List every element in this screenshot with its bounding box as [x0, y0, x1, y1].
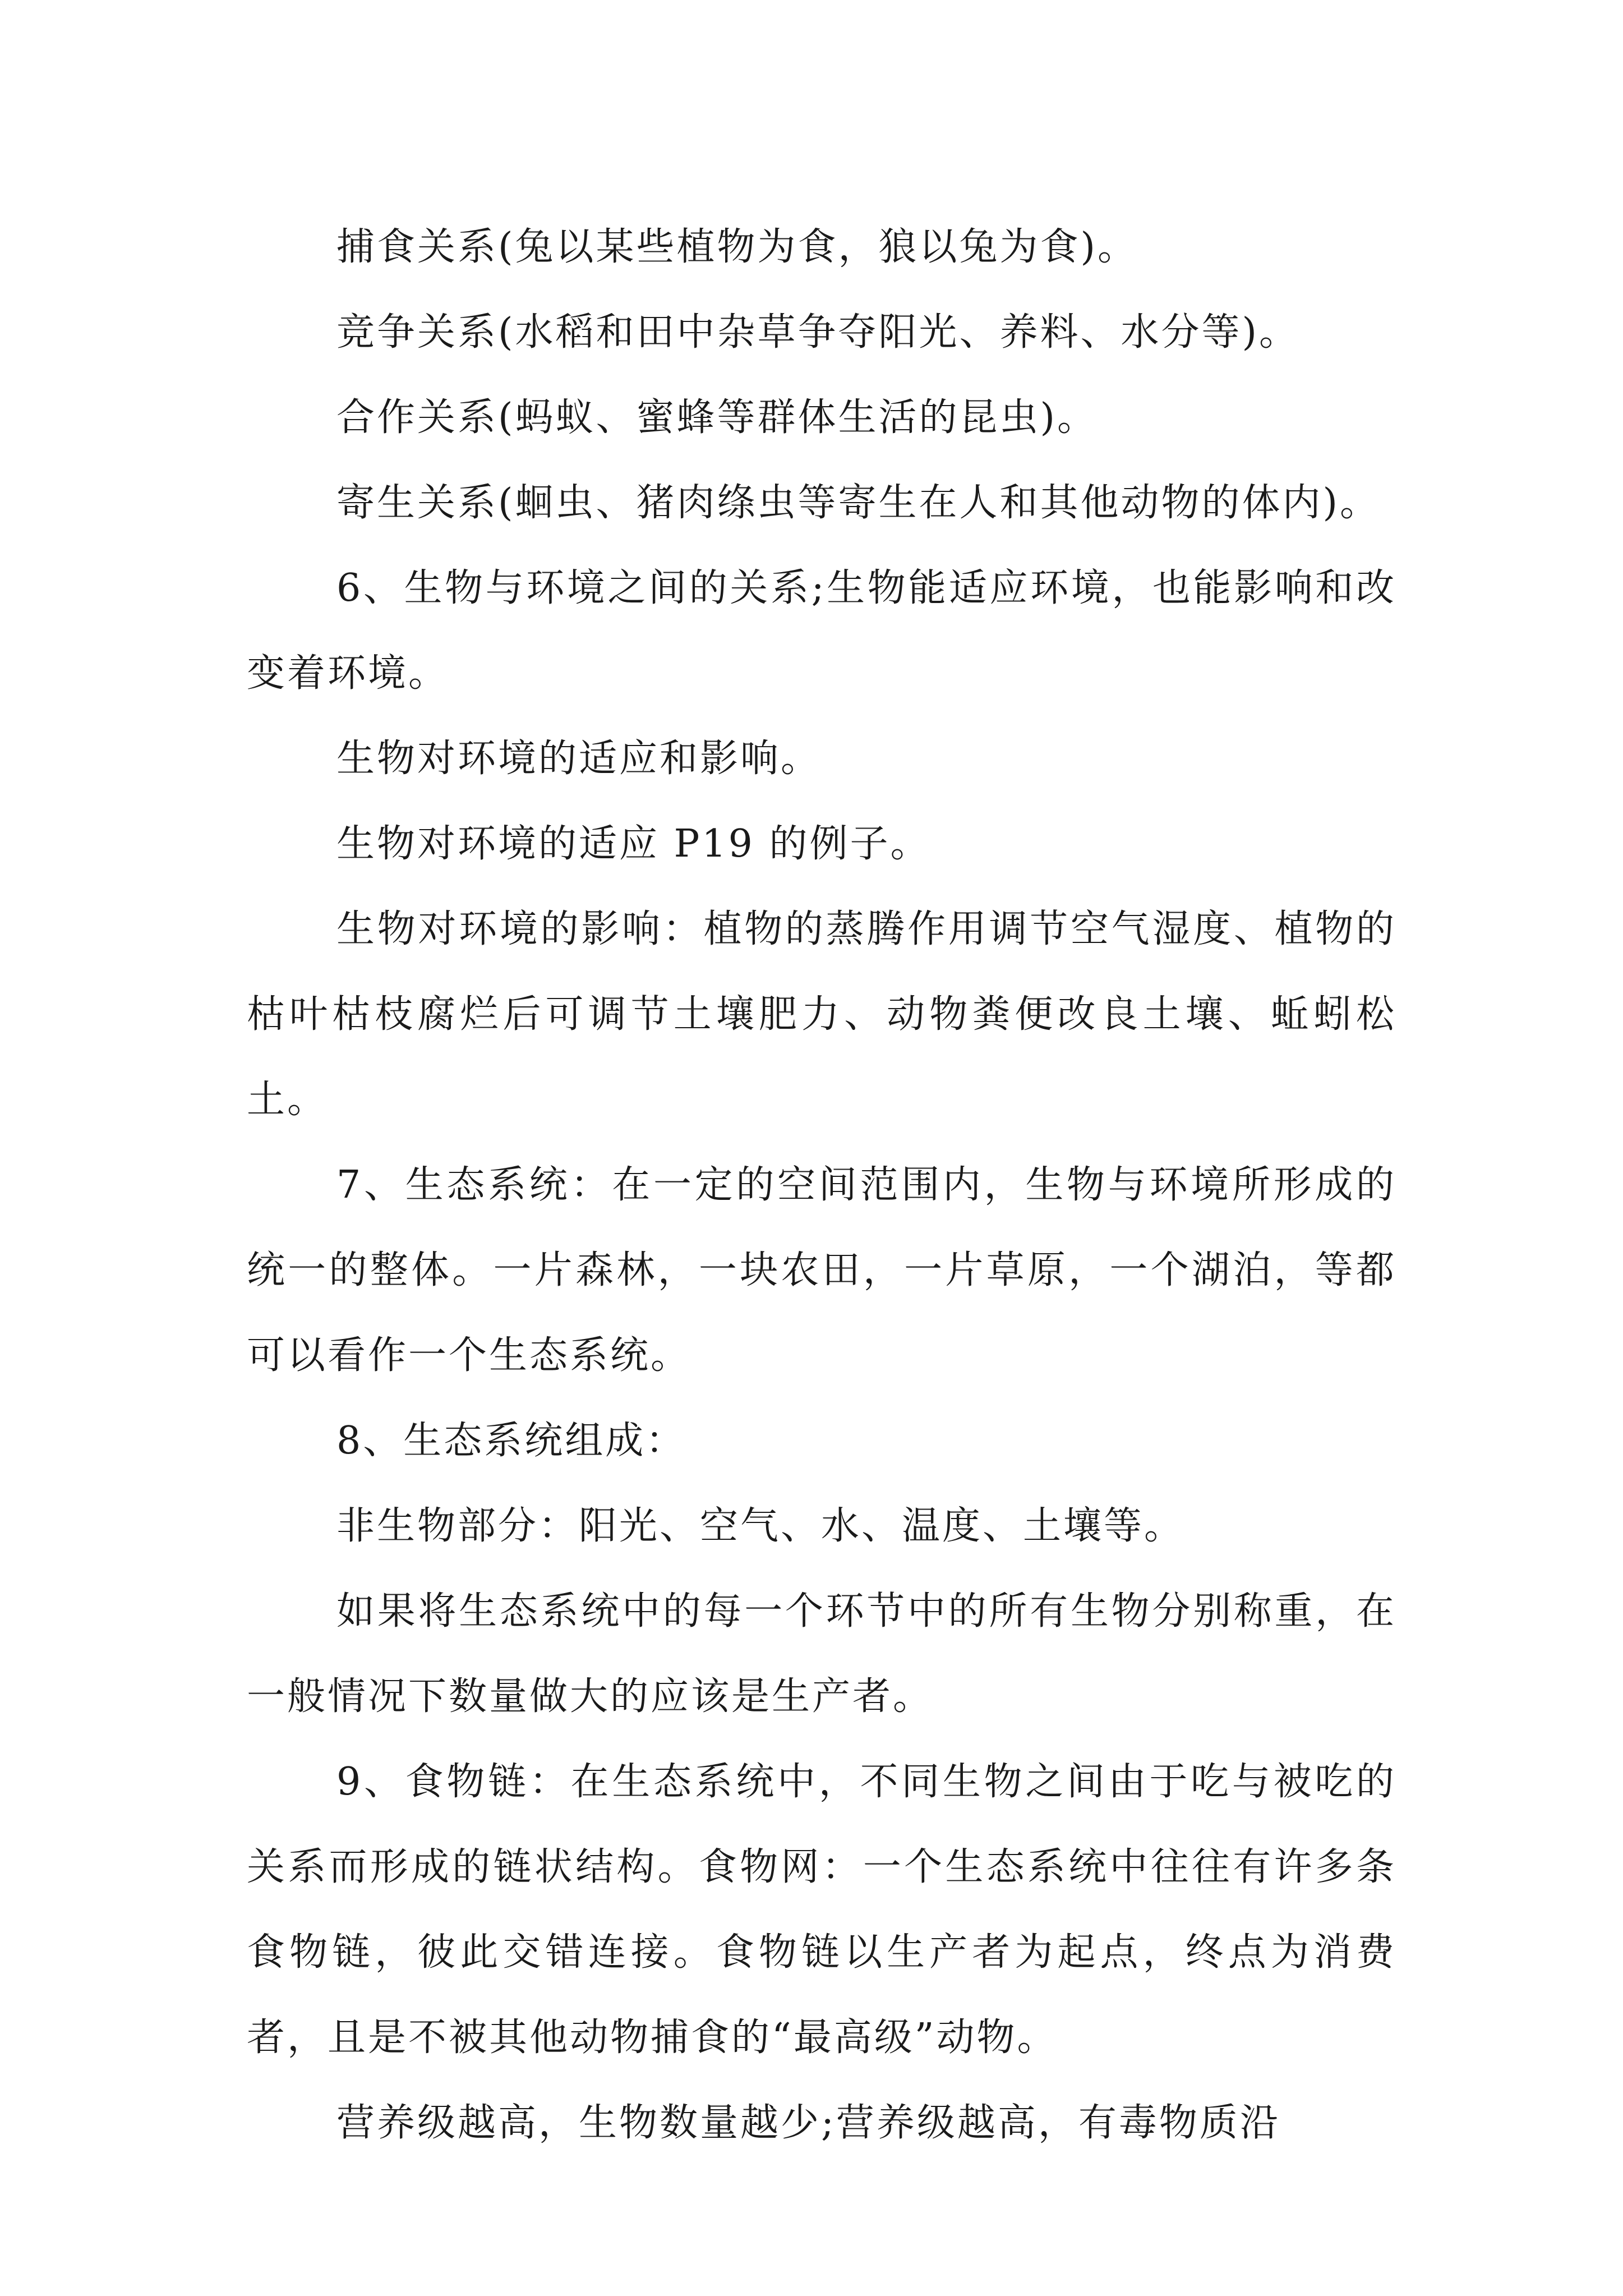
paragraph-environment-influence: 生物对环境的影响：植物的蒸腾作用调节空气湿度、植物的枯叶枯枝腐烂后可调节土壤肥力、动物粪便改良土壤、蚯蚓松土。: [247, 907, 1396, 1122]
paragraph-adaptation-influence: 生物对环境的适应和影响。: [336, 737, 822, 781]
paragraph-ecosystem: 7、生态系统：在一定的空间范围内，生物与环境所形成的统一的整体。一片森林，一块农田，一片草原，一个湖泊，等都可以看作一个生态系统。: [247, 1163, 1396, 1378]
paragraph-abiotic-part: 非生物部分：阳光、空气、水、温度、土壤等。: [336, 1504, 1185, 1548]
paragraph-organism-environment: 6、生物与环境之间的关系;生物能适应环境，也能影响和改变着环境。: [247, 566, 1396, 696]
paragraph-producer-weight: 如果将生态系统中的每一个环节中的所有生物分别称重，在一般情况下数量做大的应该是生产者。: [247, 1589, 1396, 1719]
paragraph-adaptation-example: 生物对环境的适应 P19 的例子。: [336, 822, 931, 866]
paragraph-trophic-level: 营养级越高，生物数量越少;营养级越高，有毒物质沿: [336, 2101, 1280, 2145]
document-body: [247, 205, 1396, 2166]
paragraph-ecosystem-composition: 8、生态系统组成：: [336, 1419, 686, 1463]
paragraph-parasitism: 寄生关系(蛔虫、猪肉绦虫等寄生在人和其他动物的体内)。: [336, 481, 1381, 525]
paragraph-food-chain: 9、食物链：在生态系统中，不同生物之间由于吃与被吃的关系而形成的链状结构。食物网：一个生态系统中往往有许多条食物链，彼此交错连接。食物链以生产者为起点，终点为消费者，且是不被其他动物捕食的“最高级”动物。: [247, 1760, 1396, 2060]
paragraph-cooperation: 合作关系(蚂蚁、蜜蜂等群体生活的昆虫)。: [336, 395, 1098, 440]
paragraph-competition: 竞争关系(水稻和田中杂草争夺阳光、养料、水分等)。: [336, 310, 1300, 355]
paragraph-predation: 捕食关系(兔以某些植物为食，狼以兔为食)。: [336, 225, 1138, 269]
